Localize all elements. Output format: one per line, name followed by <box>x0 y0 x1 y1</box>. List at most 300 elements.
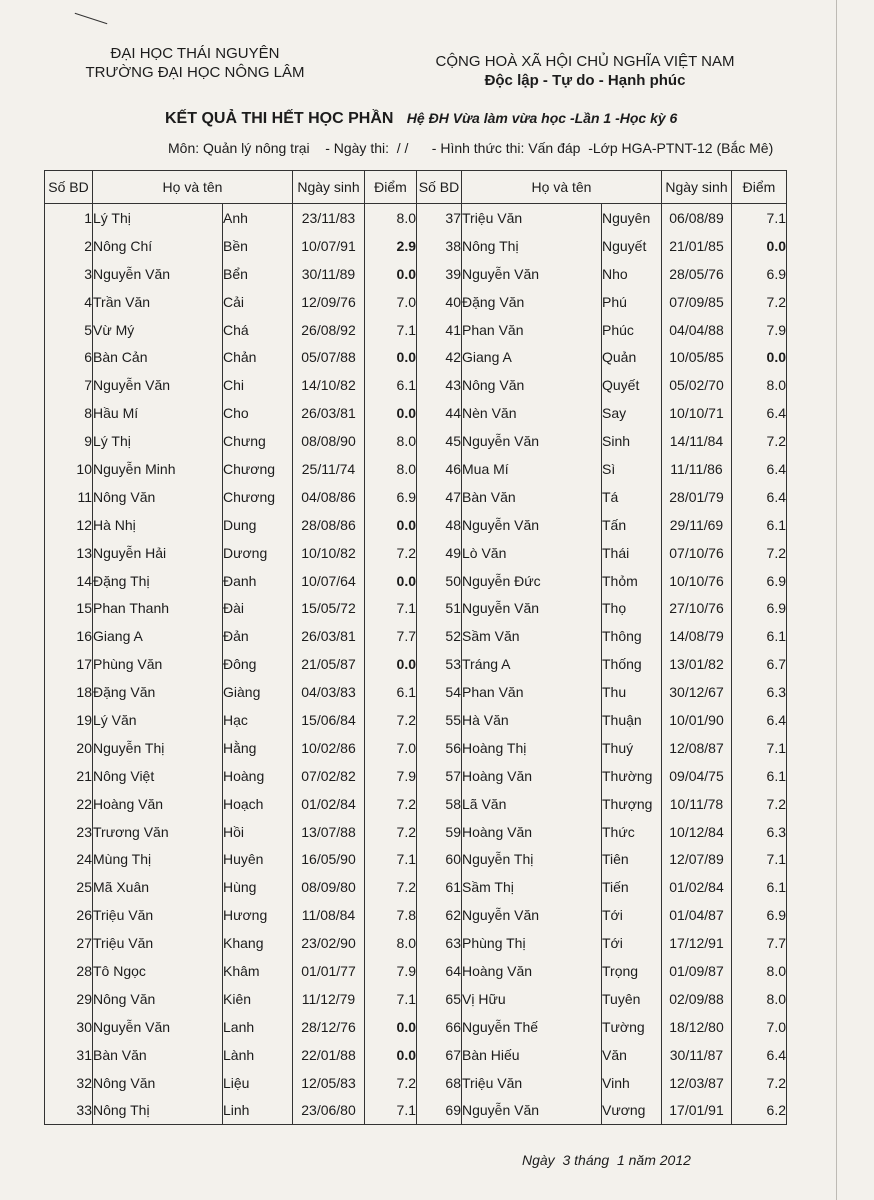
ho-cell: Sầm Văn <box>462 622 602 650</box>
so-bd-cell: 38 <box>417 232 462 260</box>
col-ngay-sinh: Ngày sinh <box>293 171 365 204</box>
so-bd-cell: 47 <box>417 483 462 511</box>
ngay-sinh-cell: 23/06/80 <box>293 1097 365 1125</box>
so-bd-cell: 4 <box>45 288 93 316</box>
table-row <box>45 316 787 344</box>
diem-cell: 0.0 <box>365 1041 417 1069</box>
so-bd-cell: 65 <box>417 985 462 1013</box>
so-bd-cell: 6 <box>45 343 93 371</box>
ten-cell: Phúc <box>602 316 662 344</box>
so-bd-cell: 67 <box>417 1041 462 1069</box>
so-bd-cell: 30 <box>45 1013 93 1041</box>
so-bd-cell: 31 <box>45 1041 93 1069</box>
diem-cell: 7.9 <box>365 762 417 790</box>
ngay-sinh-cell: 30/11/89 <box>293 260 365 288</box>
diem-cell: 0.0 <box>732 232 787 260</box>
ho-cell: Hoàng Văn <box>462 818 602 846</box>
ngay-sinh-cell: 18/12/80 <box>662 1013 732 1041</box>
diem-cell: 7.2 <box>732 539 787 567</box>
col-so-bd: Số BD <box>45 171 93 204</box>
ten-cell: Bển <box>223 260 293 288</box>
so-bd-cell: 58 <box>417 790 462 818</box>
so-bd-cell: 22 <box>45 790 93 818</box>
so-bd-cell: 27 <box>45 929 93 957</box>
ho-cell: Giang A <box>462 343 602 371</box>
ngay-sinh-cell: 08/08/90 <box>293 427 365 455</box>
ten-cell: Thượng <box>602 790 662 818</box>
ho-cell: Hầu Mí <box>93 399 223 427</box>
ho-cell: Nguyễn Văn <box>462 594 602 622</box>
ngay-sinh-cell: 10/10/76 <box>662 567 732 595</box>
ngay-sinh-cell: 10/05/85 <box>662 343 732 371</box>
diem-cell: 7.2 <box>732 288 787 316</box>
ten-cell: Thống <box>602 650 662 678</box>
so-bd-cell: 57 <box>417 762 462 790</box>
so-bd-cell: 19 <box>45 706 93 734</box>
ngay-sinh-cell: 01/02/84 <box>293 790 365 818</box>
signing-date: Ngày 3 tháng 1 năm 2012 <box>522 1152 691 1168</box>
ngay-sinh-cell: 29/11/69 <box>662 511 732 539</box>
ten-cell: Thường <box>602 762 662 790</box>
ten-cell: Phú <box>602 288 662 316</box>
ngay-sinh-cell: 11/08/84 <box>293 901 365 929</box>
ten-cell: Sì <box>602 455 662 483</box>
national-header <box>420 52 750 90</box>
ho-cell: Hoàng Thị <box>462 734 602 762</box>
ten-cell: Tường <box>602 1013 662 1041</box>
ngay-sinh-cell: 10/12/84 <box>662 818 732 846</box>
ngay-sinh-cell: 28/01/79 <box>662 483 732 511</box>
table-row <box>45 901 787 929</box>
so-bd-cell: 49 <box>417 539 462 567</box>
so-bd-cell: 33 <box>45 1097 93 1125</box>
col-ngay-sinh: Ngày sinh <box>662 171 732 204</box>
ten-cell: Giàng <box>223 678 293 706</box>
table-row <box>45 650 787 678</box>
ten-cell: Dương <box>223 539 293 567</box>
diem-cell: 7.2 <box>732 427 787 455</box>
diem-cell: 2.9 <box>365 232 417 260</box>
ngay-sinh-cell: 12/07/89 <box>662 845 732 873</box>
ho-cell: Lò Văn <box>462 539 602 567</box>
ho-cell: Nguyễn Văn <box>462 427 602 455</box>
ten-cell: Nho <box>602 260 662 288</box>
diem-cell: 7.0 <box>732 1013 787 1041</box>
ho-cell: Lã Văn <box>462 790 602 818</box>
diem-cell: 7.1 <box>365 594 417 622</box>
ten-cell: Đanh <box>223 567 293 595</box>
ho-cell: Triệu Văn <box>93 929 223 957</box>
so-bd-cell: 37 <box>417 204 462 232</box>
ten-cell: Hùng <box>223 873 293 901</box>
ho-cell: Tráng A <box>462 650 602 678</box>
col-ho-ten: Họ và tên <box>462 171 662 204</box>
ten-cell: Bền <box>223 232 293 260</box>
table-row <box>45 706 787 734</box>
ho-cell: Nông Văn <box>462 371 602 399</box>
diem-cell: 6.4 <box>732 1041 787 1069</box>
ten-cell: Đản <box>223 622 293 650</box>
ho-cell: Nguyễn Văn <box>93 260 223 288</box>
ten-cell: Chá <box>223 316 293 344</box>
ngay-sinh-cell: 04/08/86 <box>293 483 365 511</box>
ten-cell: Kiên <box>223 985 293 1013</box>
ho-cell: Nèn Văn <box>462 399 602 427</box>
ngay-sinh-cell: 28/12/76 <box>293 1013 365 1041</box>
diem-cell: 7.2 <box>365 1069 417 1097</box>
ngay-sinh-cell: 15/05/72 <box>293 594 365 622</box>
ho-cell: Phan Thanh <box>93 594 223 622</box>
ho-cell: Giang A <box>93 622 223 650</box>
ten-cell: Vinh <box>602 1069 662 1097</box>
diem-cell: 6.9 <box>732 260 787 288</box>
table-row <box>45 873 787 901</box>
ten-cell: Liệu <box>223 1069 293 1097</box>
ten-cell: Nguyên <box>602 204 662 232</box>
diem-cell: 8.0 <box>732 957 787 985</box>
ten-cell: Dung <box>223 511 293 539</box>
ngay-sinh-cell: 28/08/86 <box>293 511 365 539</box>
diem-cell: 7.1 <box>365 845 417 873</box>
ho-cell: Lý Thị <box>93 427 223 455</box>
so-bd-cell: 48 <box>417 511 462 539</box>
table-row <box>45 734 787 762</box>
ten-cell: Quản <box>602 343 662 371</box>
ngay-sinh-cell: 26/08/92 <box>293 316 365 344</box>
col-ho-ten: Họ và tên <box>93 171 293 204</box>
so-bd-cell: 53 <box>417 650 462 678</box>
ngay-sinh-cell: 25/11/74 <box>293 455 365 483</box>
table-row <box>45 427 787 455</box>
so-bd-cell: 50 <box>417 567 462 595</box>
ten-cell: Lành <box>223 1041 293 1069</box>
diem-cell: 7.1 <box>365 316 417 344</box>
ho-cell: Phan Văn <box>462 316 602 344</box>
so-bd-cell: 23 <box>45 818 93 846</box>
so-bd-cell: 42 <box>417 343 462 371</box>
ho-cell: Lý Văn <box>93 706 223 734</box>
col-so-bd: Số BD <box>417 171 462 204</box>
diem-cell: 0.0 <box>365 399 417 427</box>
table-row <box>45 260 787 288</box>
so-bd-cell: 15 <box>45 594 93 622</box>
diem-cell: 0.0 <box>365 567 417 595</box>
table-row <box>45 678 787 706</box>
table-row <box>45 232 787 260</box>
ho-cell: Lý Thị <box>93 204 223 232</box>
so-bd-cell: 20 <box>45 734 93 762</box>
table-row <box>45 539 787 567</box>
university-name <box>70 44 320 82</box>
so-bd-cell: 52 <box>417 622 462 650</box>
diem-cell: 6.9 <box>732 901 787 929</box>
ten-cell: Văn <box>602 1041 662 1069</box>
so-bd-cell: 43 <box>417 371 462 399</box>
so-bd-cell: 54 <box>417 678 462 706</box>
scan-mark <box>75 13 108 24</box>
ngay-sinh-cell: 04/04/88 <box>662 316 732 344</box>
ho-cell: Hoàng Văn <box>462 957 602 985</box>
table-header <box>45 171 787 204</box>
ten-cell: Tuyên <box>602 985 662 1013</box>
ho-cell: Bàn Hiếu <box>462 1041 602 1069</box>
so-bd-cell: 21 <box>45 762 93 790</box>
table-row <box>45 288 787 316</box>
exam-meta: Môn: Quản lý nông trại - Ngày thi: / / - Hình thức thi: Vấn đáp -Lớp HGA-PTNT-12 (Bắc Mê) <box>168 140 774 156</box>
ngay-sinh-cell: 07/10/76 <box>662 539 732 567</box>
ngay-sinh-cell: 12/08/87 <box>662 734 732 762</box>
ngay-sinh-cell: 10/07/64 <box>293 567 365 595</box>
title-main: KẾT QUẢ THI HẾT HỌC PHẦN <box>165 110 394 127</box>
ten-cell: Khâm <box>223 957 293 985</box>
so-bd-cell: 66 <box>417 1013 462 1041</box>
col-diem: Điểm <box>732 171 787 204</box>
ho-cell: Triệu Văn <box>462 204 602 232</box>
table-row <box>45 399 787 427</box>
so-bd-cell: 29 <box>45 985 93 1013</box>
diem-cell: 7.2 <box>365 539 417 567</box>
table-row <box>45 845 787 873</box>
so-bd-cell: 11 <box>45 483 93 511</box>
so-bd-cell: 3 <box>45 260 93 288</box>
table-row <box>45 1097 787 1125</box>
diem-cell: 0.0 <box>365 260 417 288</box>
ho-cell: Phan Văn <box>462 678 602 706</box>
ten-cell: Trọng <box>602 957 662 985</box>
table-row <box>45 929 787 957</box>
table-row <box>45 622 787 650</box>
ho-cell: Hoàng Văn <box>462 762 602 790</box>
faculty-line: TRƯỜNG ĐẠI HỌC NÔNG LÂM <box>85 64 305 81</box>
ho-cell: Nông Chí <box>93 232 223 260</box>
ho-cell: Mã Xuân <box>93 873 223 901</box>
ten-cell: Tấn <box>602 511 662 539</box>
ten-cell: Hoàng <box>223 762 293 790</box>
so-bd-cell: 68 <box>417 1069 462 1097</box>
ngay-sinh-cell: 10/10/82 <box>293 539 365 567</box>
ngay-sinh-cell: 30/12/67 <box>662 678 732 706</box>
diem-cell: 8.0 <box>732 985 787 1013</box>
diem-cell: 7.0 <box>365 734 417 762</box>
so-bd-cell: 26 <box>45 901 93 929</box>
diem-cell: 7.0 <box>365 288 417 316</box>
ho-cell: Nguyễn Văn <box>462 511 602 539</box>
diem-cell: 7.1 <box>365 1097 417 1125</box>
ngay-sinh-cell: 14/10/82 <box>293 371 365 399</box>
ngay-sinh-cell: 08/09/80 <box>293 873 365 901</box>
ten-cell: Khang <box>223 929 293 957</box>
ngay-sinh-cell: 21/05/87 <box>293 650 365 678</box>
ho-cell: Đặng Văn <box>93 678 223 706</box>
ten-cell: Vương <box>602 1097 662 1125</box>
ngay-sinh-cell: 02/09/88 <box>662 985 732 1013</box>
ngay-sinh-cell: 10/11/78 <box>662 790 732 818</box>
table-row <box>45 567 787 595</box>
diem-cell: 6.1 <box>732 511 787 539</box>
ho-cell: Hoàng Văn <box>93 790 223 818</box>
ho-cell: Nguyễn Văn <box>462 1097 602 1125</box>
ngay-sinh-cell: 10/10/71 <box>662 399 732 427</box>
ho-cell: Nông Thị <box>93 1097 223 1125</box>
ho-cell: Nguyễn Văn <box>93 1013 223 1041</box>
ngay-sinh-cell: 07/09/85 <box>662 288 732 316</box>
ho-cell: Vừ Mý <box>93 316 223 344</box>
ho-cell: Mùng Thị <box>93 845 223 873</box>
diem-cell: 6.7 <box>732 650 787 678</box>
ngay-sinh-cell: 22/01/88 <box>293 1041 365 1069</box>
diem-cell: 6.4 <box>732 455 787 483</box>
ho-cell: Hà Nhị <box>93 511 223 539</box>
so-bd-cell: 17 <box>45 650 93 678</box>
national-name: CỘNG HOÀ XÃ HỘI CHỦ NGHĨA VIỆT NAM <box>435 53 735 70</box>
ngay-sinh-cell: 30/11/87 <box>662 1041 732 1069</box>
so-bd-cell: 46 <box>417 455 462 483</box>
ngay-sinh-cell: 13/07/88 <box>293 818 365 846</box>
report-title <box>165 110 805 128</box>
table-row <box>45 1013 787 1041</box>
table-row <box>45 594 787 622</box>
table-row <box>45 790 787 818</box>
diem-cell: 6.3 <box>732 818 787 846</box>
ten-cell: Thức <box>602 818 662 846</box>
diem-cell: 8.0 <box>365 455 417 483</box>
diem-cell: 7.2 <box>365 790 417 818</box>
page-edge <box>836 0 837 1200</box>
diem-cell: 7.2 <box>365 873 417 901</box>
ten-cell: Hương <box>223 901 293 929</box>
diem-cell: 7.1 <box>732 204 787 232</box>
ngay-sinh-cell: 04/03/83 <box>293 678 365 706</box>
diem-cell: 6.1 <box>365 371 417 399</box>
diem-cell: 0.0 <box>732 343 787 371</box>
diem-cell: 7.1 <box>732 845 787 873</box>
so-bd-cell: 9 <box>45 427 93 455</box>
table-row <box>45 371 787 399</box>
ho-cell: Nguyễn Văn <box>462 901 602 929</box>
ngay-sinh-cell: 10/01/90 <box>662 706 732 734</box>
ho-cell: Nguyễn Văn <box>93 371 223 399</box>
so-bd-cell: 41 <box>417 316 462 344</box>
diem-cell: 7.2 <box>732 1069 787 1097</box>
ten-cell: Thỏm <box>602 567 662 595</box>
so-bd-cell: 51 <box>417 594 462 622</box>
diem-cell: 6.9 <box>365 483 417 511</box>
ten-cell: Tiến <box>602 873 662 901</box>
ho-cell: Bàn Văn <box>462 483 602 511</box>
ten-cell: Cải <box>223 288 293 316</box>
diem-cell: 7.9 <box>365 957 417 985</box>
diem-cell: 6.4 <box>732 706 787 734</box>
ngay-sinh-cell: 10/02/86 <box>293 734 365 762</box>
diem-cell: 7.2 <box>732 790 787 818</box>
col-diem: Điểm <box>365 171 417 204</box>
so-bd-cell: 40 <box>417 288 462 316</box>
ho-cell: Nguyễn Đức <box>462 567 602 595</box>
so-bd-cell: 32 <box>45 1069 93 1097</box>
diem-cell: 0.0 <box>365 343 417 371</box>
diem-cell: 7.9 <box>732 316 787 344</box>
ho-cell: Nông Văn <box>93 985 223 1013</box>
so-bd-cell: 45 <box>417 427 462 455</box>
ho-cell: Nông Việt <box>93 762 223 790</box>
ten-cell: Quyết <box>602 371 662 399</box>
ho-cell: Nguyễn Thế <box>462 1013 602 1041</box>
diem-cell: 6.4 <box>732 399 787 427</box>
so-bd-cell: 14 <box>45 567 93 595</box>
ho-cell: Sầm Thị <box>462 873 602 901</box>
diem-cell: 7.7 <box>365 622 417 650</box>
ten-cell: Tá <box>602 483 662 511</box>
table-row <box>45 1041 787 1069</box>
so-bd-cell: 28 <box>45 957 93 985</box>
ho-cell: Mua Mí <box>462 455 602 483</box>
ten-cell: Đông <box>223 650 293 678</box>
ho-cell: Triệu Văn <box>93 901 223 929</box>
ho-cell: Nguyễn Hải <box>93 539 223 567</box>
ho-cell: Tô Ngọc <box>93 957 223 985</box>
so-bd-cell: 69 <box>417 1097 462 1125</box>
diem-cell: 6.2 <box>732 1097 787 1125</box>
ngay-sinh-cell: 26/03/81 <box>293 399 365 427</box>
so-bd-cell: 12 <box>45 511 93 539</box>
ngay-sinh-cell: 28/05/76 <box>662 260 732 288</box>
title-sub: Hệ ĐH Vừa làm vừa học -Lần 1 -Học kỳ 6 <box>406 110 678 126</box>
ngay-sinh-cell: 17/01/91 <box>662 1097 732 1125</box>
ten-cell: Anh <box>223 204 293 232</box>
ten-cell: Cho <box>223 399 293 427</box>
table-row <box>45 483 787 511</box>
ngay-sinh-cell: 13/01/82 <box>662 650 732 678</box>
ten-cell: Thuý <box>602 734 662 762</box>
table-row <box>45 762 787 790</box>
ten-cell: Tiên <box>602 845 662 873</box>
ngay-sinh-cell: 05/07/88 <box>293 343 365 371</box>
table-row <box>45 511 787 539</box>
diem-cell: 6.9 <box>732 594 787 622</box>
ho-cell: Trương Văn <box>93 818 223 846</box>
ten-cell: Lanh <box>223 1013 293 1041</box>
ten-cell: Thu <box>602 678 662 706</box>
so-bd-cell: 55 <box>417 706 462 734</box>
diem-cell: 8.0 <box>732 371 787 399</box>
ten-cell: Hạc <box>223 706 293 734</box>
diem-cell: 6.1 <box>365 678 417 706</box>
ho-cell: Hà Văn <box>462 706 602 734</box>
so-bd-cell: 25 <box>45 873 93 901</box>
table-row <box>45 204 787 232</box>
ngay-sinh-cell: 23/11/83 <box>293 204 365 232</box>
ten-cell: Hoạch <box>223 790 293 818</box>
diem-cell: 7.2 <box>365 818 417 846</box>
ten-cell: Thọ <box>602 594 662 622</box>
ngay-sinh-cell: 09/04/75 <box>662 762 732 790</box>
ten-cell: Chi <box>223 371 293 399</box>
ngay-sinh-cell: 15/06/84 <box>293 706 365 734</box>
ten-cell: Thuận <box>602 706 662 734</box>
ten-cell: Chương <box>223 455 293 483</box>
so-bd-cell: 44 <box>417 399 462 427</box>
ngay-sinh-cell: 27/10/76 <box>662 594 732 622</box>
so-bd-cell: 5 <box>45 316 93 344</box>
ten-cell: Say <box>602 399 662 427</box>
ngay-sinh-cell: 01/09/87 <box>662 957 732 985</box>
diem-cell: 7.2 <box>365 706 417 734</box>
ten-cell: Đài <box>223 594 293 622</box>
so-bd-cell: 2 <box>45 232 93 260</box>
ho-cell: Đặng Văn <box>462 288 602 316</box>
ten-cell: Hồi <box>223 818 293 846</box>
ngay-sinh-cell: 12/05/83 <box>293 1069 365 1097</box>
